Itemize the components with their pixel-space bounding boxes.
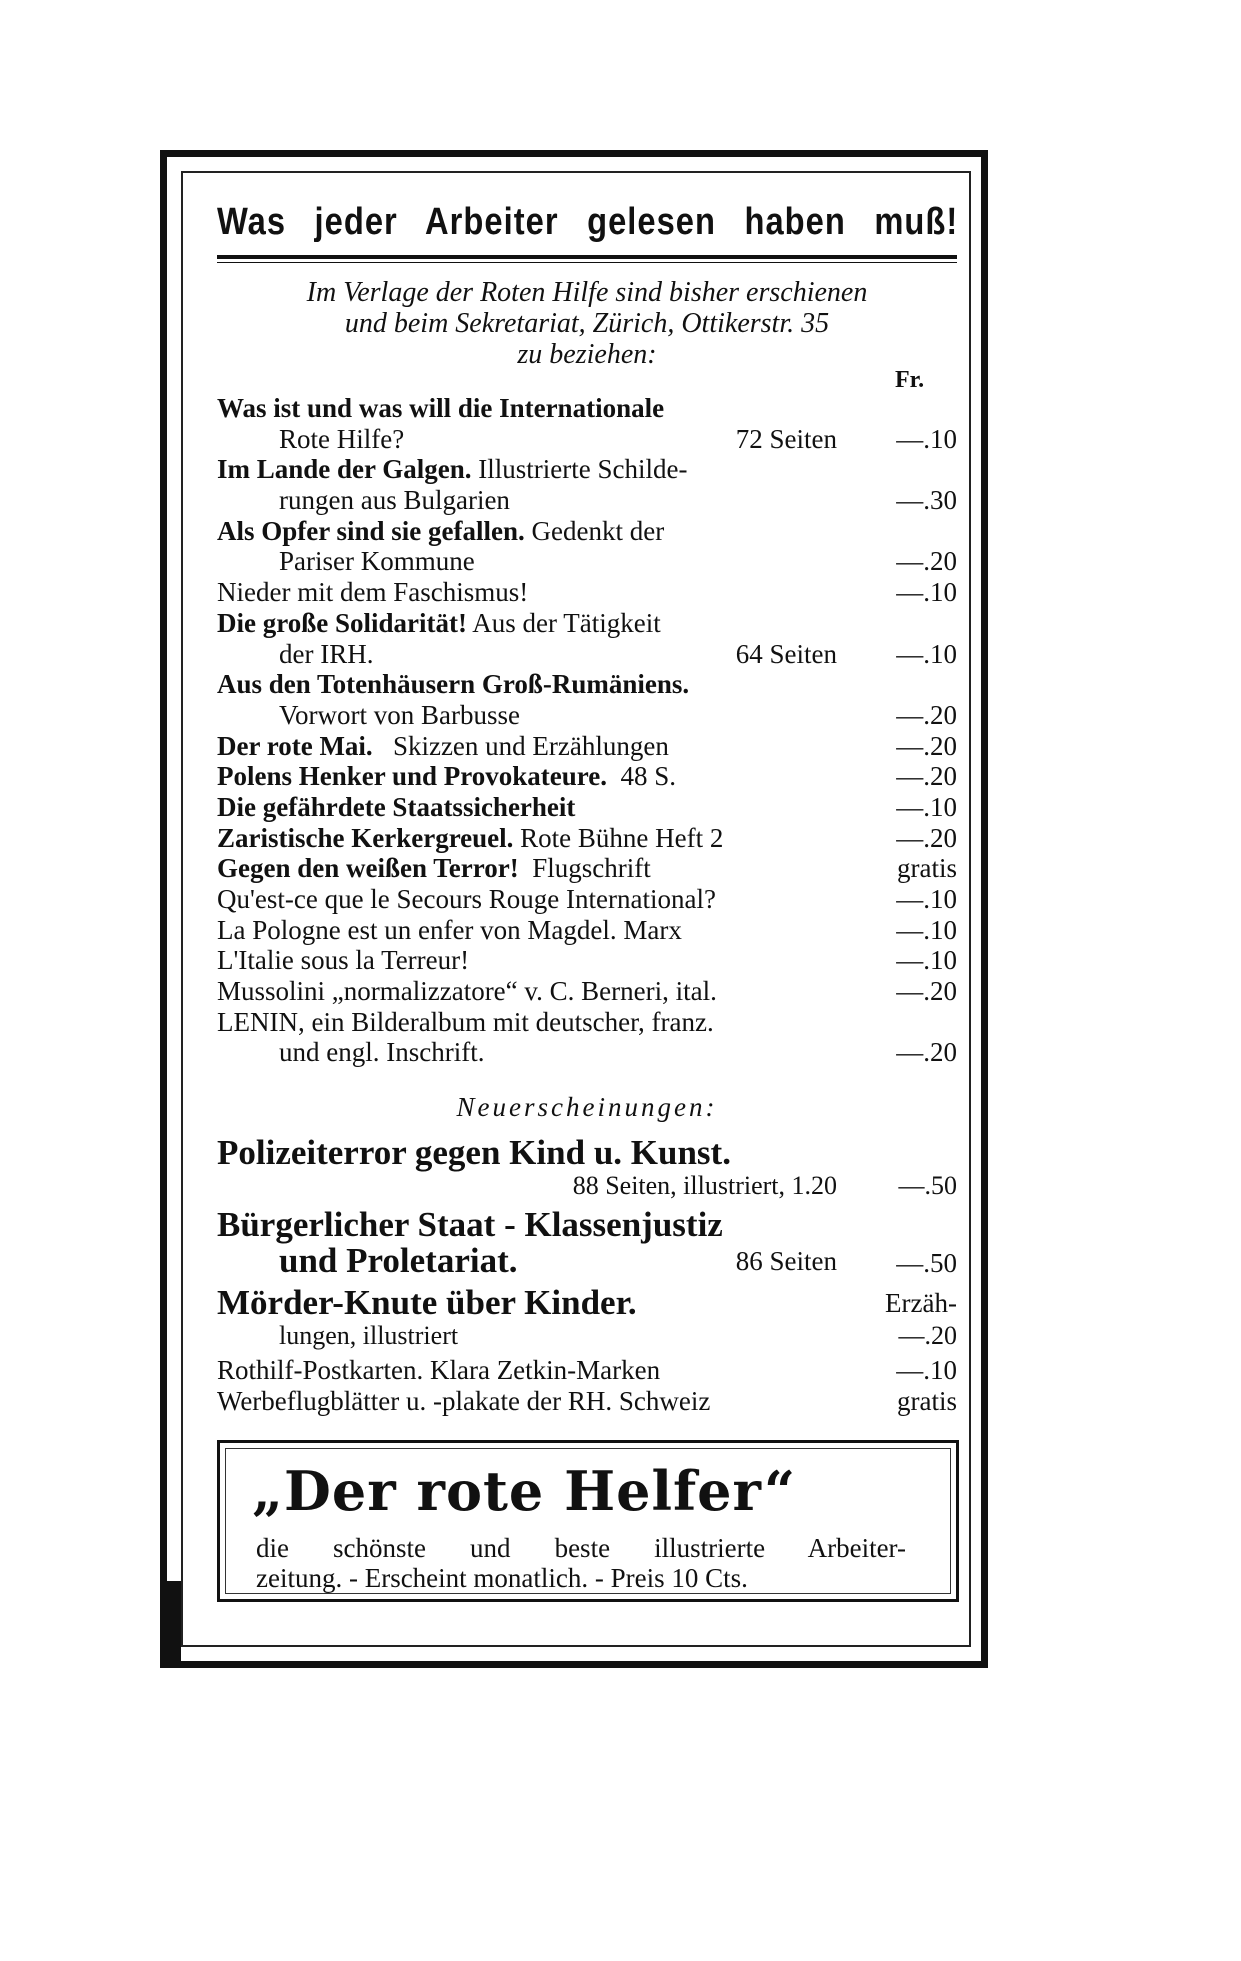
item-title <box>217 884 837 915</box>
item-title-text: Zaristische Kerkergreuel. <box>217 822 514 853</box>
list-item <box>217 516 957 547</box>
item-title-text: Pariser Kommune <box>279 546 475 577</box>
list-item <box>217 608 957 639</box>
list-item <box>217 1243 957 1279</box>
item-pages: 72 Seiten <box>735 423 837 454</box>
item-title <box>217 823 837 854</box>
item-price: —.10 <box>896 423 957 454</box>
newspaper-description: die schönste und beste illustrierte Arbeiter- <box>256 1533 906 1563</box>
list-item <box>217 823 957 854</box>
item-title-text: Als Opfer sind sie gefallen. <box>217 515 525 546</box>
item-title <box>217 608 837 639</box>
item-price: —.20 <box>896 546 957 577</box>
item-title-text: Qu'est-ce que le Secours Rouge International? <box>217 884 716 914</box>
publication-list <box>217 393 957 1068</box>
item-title-text: Mussolini „normalizzatore“ v. C. Berneri, ital. <box>217 976 717 1007</box>
intro-line: und beim Sekretariat, Zürich, Ottikerstr. 35 <box>344 308 830 339</box>
newspaper-box <box>217 1440 959 1602</box>
item-price: gratis <box>897 853 957 884</box>
newspaper-description: zeitung. - Erscheint monatlich. - Preis 10 Cts. <box>256 1563 748 1593</box>
list-item <box>217 915 957 946</box>
list-item <box>217 546 957 577</box>
currency-label: Fr. <box>895 367 925 393</box>
item-title-text: und engl. Inschrift. <box>279 1037 485 1068</box>
list-item <box>217 700 957 731</box>
item-title <box>217 853 837 884</box>
list-item <box>217 577 957 608</box>
list-item <box>217 669 957 700</box>
item-price: —.20 <box>896 822 957 853</box>
intro-line: Im Verlage der Roten Hilfe sind bisher erschienen <box>306 277 868 308</box>
item-price: —.50 <box>898 1171 957 1200</box>
list-item <box>217 853 957 884</box>
item-price: —.30 <box>896 485 957 516</box>
item-title: Bürgerlicher Staat - Klassenjustiz <box>217 1205 723 1244</box>
title-rule-thin <box>217 262 957 263</box>
intro-line: zu beziehen: <box>517 339 657 370</box>
list-item <box>217 1171 957 1201</box>
intro-text <box>217 277 957 370</box>
list-item <box>217 884 957 915</box>
item-subtitle: Gedenkt der <box>524 515 665 546</box>
item-title-text: LENIN, ein Bilderalbum mit deutscher, franz. <box>217 1006 714 1037</box>
list-item <box>217 1135 957 1171</box>
item-price: —.50 <box>896 1248 957 1278</box>
item-title <box>217 516 837 547</box>
item-price: —.10 <box>896 914 957 945</box>
list-item <box>217 1207 957 1243</box>
item-price: —.20 <box>896 699 957 730</box>
item-title-text: Der rote Mai. <box>217 730 373 761</box>
item-title <box>217 454 837 485</box>
item-title <box>217 976 837 1007</box>
item-price: —.20 <box>896 1037 957 1068</box>
item-price: —.10 <box>896 638 957 669</box>
item-title <box>217 393 837 424</box>
item-title <box>217 915 837 946</box>
item-subtitle: Aus der Tätigkeit <box>466 607 661 638</box>
item-title <box>217 1007 837 1038</box>
item-title-text: Gegen den weißen Terror! <box>217 853 519 884</box>
list-item <box>217 1355 957 1386</box>
newspaper-title: „Der rote Helfer“ <box>252 1459 797 1523</box>
list-item <box>217 454 957 485</box>
item-price: —.20 <box>898 1321 957 1350</box>
item-title <box>217 669 837 700</box>
item-title-text: rungen aus Bulgarien <box>279 485 510 516</box>
item-title <box>217 731 837 762</box>
list-item <box>217 1386 957 1417</box>
item-title-text: Die große Solidarität! <box>217 607 467 638</box>
item-title-text: Was ist und was will die Internationale <box>217 393 665 423</box>
item-title-text: Im Lande der Galgen. <box>217 454 472 485</box>
list-item <box>217 639 957 670</box>
item-price: —.10 <box>896 884 957 914</box>
item-price: —.20 <box>896 761 957 792</box>
item-title: Polizeiterror gegen Kind u. Kunst. <box>217 1133 731 1172</box>
item-title <box>279 700 837 731</box>
frame-shadow <box>167 1581 181 1661</box>
item-pages: 64 Seiten <box>735 638 837 669</box>
item-price: —.10 <box>896 577 957 608</box>
item-title-text: L'Italie sous la Terreur! <box>217 945 470 976</box>
item-title <box>217 792 837 823</box>
item-price: gratis <box>897 1386 957 1416</box>
advertisement-frame <box>160 150 988 1668</box>
item-subtitle: Skizzen und Erzählungen <box>372 730 669 761</box>
item-subtitle: Illustrierte Schilde- <box>471 454 688 485</box>
item-price: —.10 <box>896 945 957 976</box>
list-item <box>217 424 957 455</box>
title-rule-thick <box>217 255 957 259</box>
list-item <box>217 731 957 762</box>
item-subtitle: 48 S. <box>607 761 677 792</box>
item-detail: Erzäh- <box>885 1288 957 1318</box>
item-price: —.20 <box>896 976 957 1007</box>
item-price: —.20 <box>896 730 957 761</box>
item-detail: 86 Seiten <box>735 1246 837 1276</box>
item-title <box>279 485 837 516</box>
list-item <box>217 485 957 516</box>
item-title <box>279 1037 837 1068</box>
list-item <box>217 761 957 792</box>
list-item <box>217 1007 957 1038</box>
item-title: Rothilf-Postkarten. Klara Zetkin-Marken <box>217 1355 661 1385</box>
item-subtitle: Flugschrift <box>518 853 651 884</box>
item-detail: lungen, illustriert <box>279 1321 459 1350</box>
item-price: —.10 <box>896 1355 957 1385</box>
item-title: Werbeflugblätter u. -plakate der RH. Schweiz <box>217 1386 711 1416</box>
list-item <box>217 1037 957 1068</box>
item-price: —.10 <box>896 791 957 822</box>
new-releases-list <box>217 1135 957 1417</box>
list-item <box>217 393 957 424</box>
item-title-text: Die gefährdete Staatssicherheit <box>217 791 576 822</box>
page-title: Was jeder Arbeiter gelesen haben muß! <box>217 201 959 243</box>
item-title <box>217 577 837 608</box>
new-releases-heading: Neuerscheinungen: <box>456 1092 718 1122</box>
item-title: Mörder-Knute über Kinder. <box>217 1283 637 1322</box>
list-item <box>217 945 957 976</box>
item-title-text: Polens Henker und Provokateure. <box>217 761 608 792</box>
list-item <box>217 792 957 823</box>
item-title-text: La Pologne est un enfer von Magdel. Marx <box>217 914 682 945</box>
list-item <box>217 1285 957 1321</box>
item-detail: 88 Seiten, illustriert, 1.20 <box>572 1171 837 1200</box>
item-title-text: Rote Hilfe? <box>279 423 405 454</box>
item-title-text: der IRH. <box>279 638 374 669</box>
item-title-text: Aus den Totenhäusern Groß-Rumäniens. <box>217 669 690 700</box>
item-title: und Proletariat. <box>279 1241 518 1280</box>
list-item <box>217 976 957 1007</box>
list-item <box>217 1321 957 1351</box>
item-title-text: Nieder mit dem Faschismus! <box>217 577 529 608</box>
item-title-text: Vorwort von Barbusse <box>279 699 520 730</box>
item-title <box>217 761 837 792</box>
item-title <box>279 546 837 577</box>
item-subtitle: Rote Bühne Heft 2 <box>513 822 724 853</box>
item-title <box>217 945 837 976</box>
